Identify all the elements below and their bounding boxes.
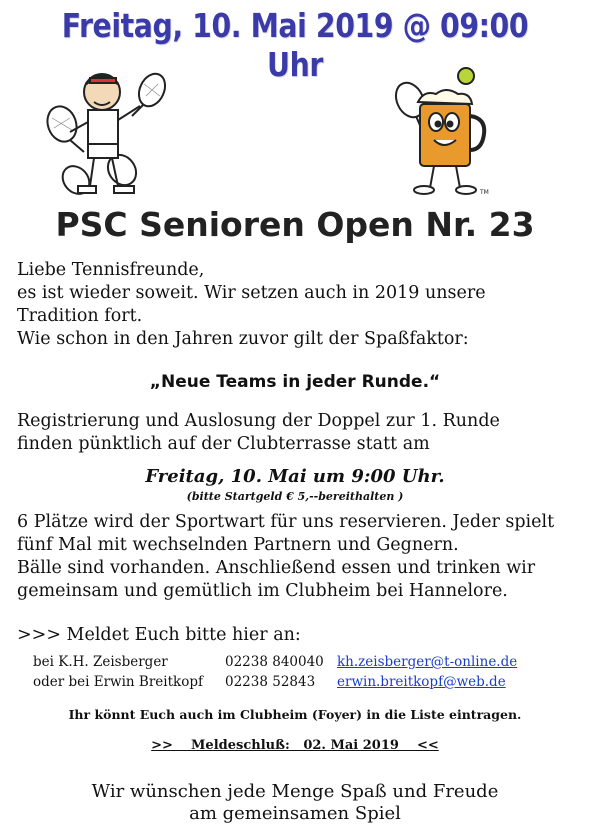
contact-name: bei K.H. Zeisberger	[33, 654, 168, 670]
trademark-mark: TM	[480, 189, 489, 196]
contact-row	[17, 652, 517, 672]
closing-message	[0, 781, 590, 825]
contact-row	[17, 672, 517, 692]
intro-line: es ist wieder soweit. Wir setzen auch in 2019 unsere	[17, 283, 486, 303]
beer-mug-tennis-cartoon	[388, 64, 498, 198]
intro-line: Tradition fort.	[17, 306, 143, 326]
deadline	[0, 738, 590, 753]
date-line: Freitag, 10. Mai um 9:00 Uhr.	[145, 466, 445, 487]
closing-line: am gemeinsamen Spiel	[189, 803, 401, 824]
intro-paragraph	[17, 259, 486, 351]
date-note: (bitte Startgeld € 5,--bereithalten )	[186, 490, 404, 503]
intro-line: Wie schon in den Jahren zuvor gilt der Spaßfaktor:	[17, 329, 469, 349]
event-title: PSC Senioren Open Nr. 23	[55, 205, 535, 244]
contact-phone: 02238 52843	[225, 674, 316, 690]
details-line: fünf Mal mit wechselnden Partnern und Gegnern.	[17, 535, 459, 555]
signup-intro: >>> Meldet Euch bitte hier an:	[17, 625, 301, 645]
intro-line: Liebe Tennisfreunde,	[17, 260, 205, 280]
contact-email-link[interactable]: kh.zeisberger@t-online.de	[337, 654, 518, 670]
registration-line: finden pünktlich auf der Clubterrasse statt am	[17, 434, 430, 454]
details-paragraph	[17, 511, 554, 603]
contact-list	[17, 652, 517, 692]
registration-line: Registrierung und Auslosung der Doppel zur 1. Runde	[17, 411, 500, 431]
details-line: gemeinsam und gemütlich im Clubheim bei Hannelore.	[17, 581, 508, 601]
details-line: 6 Plätze wird der Sportwart für uns reservieren. Jeder spielt	[17, 512, 555, 532]
registration-paragraph	[17, 410, 500, 456]
tennis-player-cartoon	[40, 62, 170, 200]
closing-line: Wir wünschen jede Menge Spaß und Freude	[91, 781, 499, 802]
deadline-text: >> Meldeschluß: 02. Mai 2019 <<	[151, 738, 439, 753]
foyer-note: Ihr könnt Euch auch im Clubheim (Foyer) in die Liste eintragen.	[68, 707, 522, 722]
contact-phone: 02238 840040	[225, 654, 324, 670]
header-title: Freitag, 10. Mai 2019 @ 09:00 Uhr	[61, 6, 529, 84]
details-line: Bälle sind vorhanden. Anschließend essen und trinken wir	[17, 558, 536, 578]
contact-email-link[interactable]: erwin.breitkopf@web.de	[337, 674, 506, 690]
slogan: „Neue Teams in jeder Runde.“	[149, 372, 441, 392]
contact-name: oder bei Erwin Breitkopf	[33, 674, 203, 690]
